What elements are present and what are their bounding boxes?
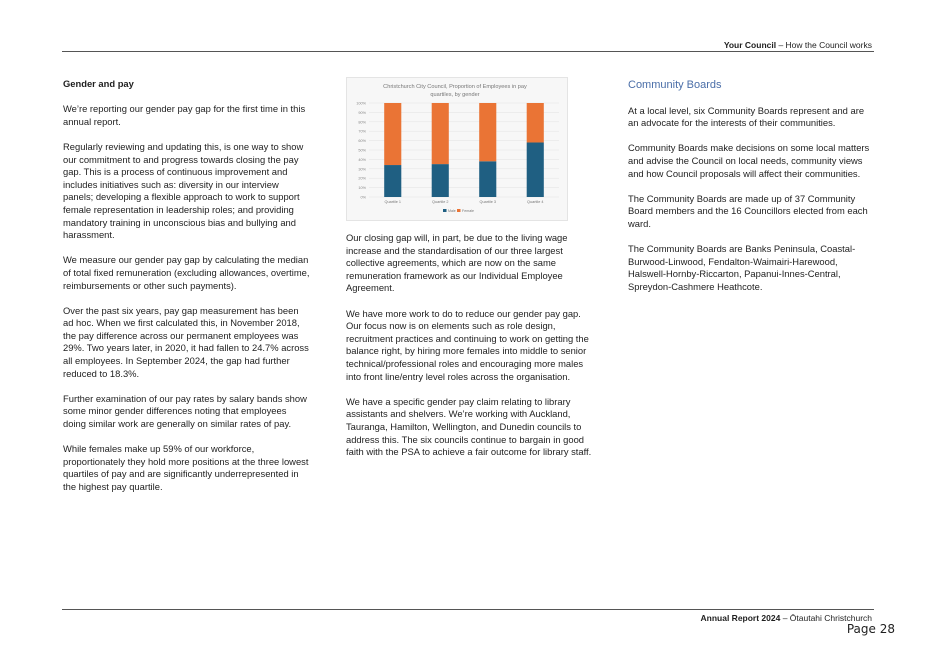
bar-male-quartile-3 [479,161,496,197]
legend-swatch-female [457,209,461,212]
bar-female-quartile-3 [479,103,496,161]
paragraph: At a local level, six Community Boards represent and are an advocate for the interests of their communities. [628,104,865,129]
bar-female-quartile-4 [527,103,544,142]
y-tick-label: 70% [358,129,366,134]
y-tick-label: 20% [358,176,366,181]
chart-title-line: quartiles, by gender [430,92,480,98]
y-tick-label: 80% [358,120,366,125]
x-tick-label: Quartile 1 [384,200,401,204]
column-gender-pay [63,78,311,506]
paragraph: We measure our gender pay gap by calculating the median of total fixed remuneration (excluding allowances, overtime, reimbursements or other such payments). [63,254,310,291]
bar-female-quartile-2 [432,103,449,164]
x-tick-label: Quartile 4 [527,200,544,204]
y-tick-label: 60% [358,139,366,144]
paragraph: We’re reporting our gender pay gap for the first time in this annual report. [63,103,306,127]
paragraph: Regularly reviewing and updating this, is one way to show our commitment to and progress towards closing the pay gap. This is a process of continuous improvement and includes initiatives such as: diversity in our interview panels; developing a flexible approach to work to support female representation in leadership roles; and providing mandatory training in unconscious bias and bullying and harassment. [63,140,304,241]
y-tick-label: 0% [360,195,366,200]
community-boards-title: Community Boards [628,79,722,91]
header-section: Your Council [723,40,777,50]
paragraph: We have a specific gender pay claim relating to library assistants and shelvers. We’re working with Auckland, Tauranga, Hamilton, Wellington, and Dunedin councils to address this. The six councils continue to bargain in good faith with the PSA to achieve a fair outcome for library staff. [346,395,592,458]
legend-label-male: Male [448,209,456,213]
page-number: Page 28 [846,622,895,636]
legend-swatch-male [443,209,447,212]
footer-report-place: – Ōtautahi Christchurch [780,613,872,623]
header-subsection: – How the Council works [776,40,872,50]
footer-report-title: Annual Report 2024 [700,613,781,623]
gender-pay-heading: Gender and pay [63,78,134,89]
column-community-boards [628,78,874,306]
legend-label-female: Female [462,209,474,213]
running-header [724,40,872,50]
paragraph: Community Boards make decisions on some local matters and advise the Council on local needs, community views and how Council proposals will affect their communities. [628,142,870,179]
paragraph: The Community Boards are made up of 37 Community Board members and the 16 Councillors elected from each ward. [628,192,868,229]
chart-title-line: Christchurch City Council, Proportion of Employees in pay [383,84,527,90]
bar-male-quartile-2 [432,164,449,197]
y-tick-label: 40% [358,157,366,162]
y-tick-label: 100% [356,101,366,106]
paragraph: We have more work to do to reduce our gender pay gap. Our focus now is on elements such as role design, recruitment practices and continuing to work on getting the balance right, by hiring more females into middle to senior technical/professional roles and encouraging more males into front line/entry level roles across the organisation. [346,307,589,382]
bar-male-quartile-1 [384,165,401,197]
y-tick-label: 90% [358,110,366,115]
y-tick-label: 10% [358,186,366,191]
paragraph: While females make up 59% of our workforce, proportionately they hold more positions at the three lowest quartiles of pay and are significantly underrepresented in the highest pay quartile. [63,443,309,492]
paragraph: Our closing gap will, in part, be due to the living wage increase and the standardisation of our three largest collective agreements, which are now on the same remuneration framework as our Individual Employee Agreement. [346,232,568,294]
y-tick-label: 50% [358,148,366,153]
paragraph: The Community Boards are Banks Peninsula, Coastal-Burwood-Linwood, Fendalton-Waimairi-Harewood, Halswell-Hornby-Riccarton, Papanui-Innes-Central, Spreydon-Cashmere Heathcote. [628,243,856,292]
paragraph: Further examination of our pay rates by salary bands show some minor gender differences noting that employees doing similar work are generally on similar rates of pay. [63,392,307,430]
footer-rule [62,609,874,610]
x-tick-label: Quartile 3 [479,200,496,204]
bar-female-quartile-1 [384,103,401,165]
column-pay-gap-continued [346,232,592,471]
bar-male-quartile-4 [527,142,544,197]
x-tick-label: Quartile 2 [432,200,449,204]
y-tick-label: 30% [358,167,366,172]
paragraph: Over the past six years, pay gap measurement has been ad hoc. When we first calculated this, in November 2018, the pay difference across our permanent employees was 29%. Two years later, in 2020, it had fallen to 24.7% across all employees. In September 2024, the gap had further reduced to 18.3%. [63,304,309,379]
header-rule [62,51,874,52]
chart-svg [347,78,567,220]
gender-quartile-chart [346,77,568,221]
